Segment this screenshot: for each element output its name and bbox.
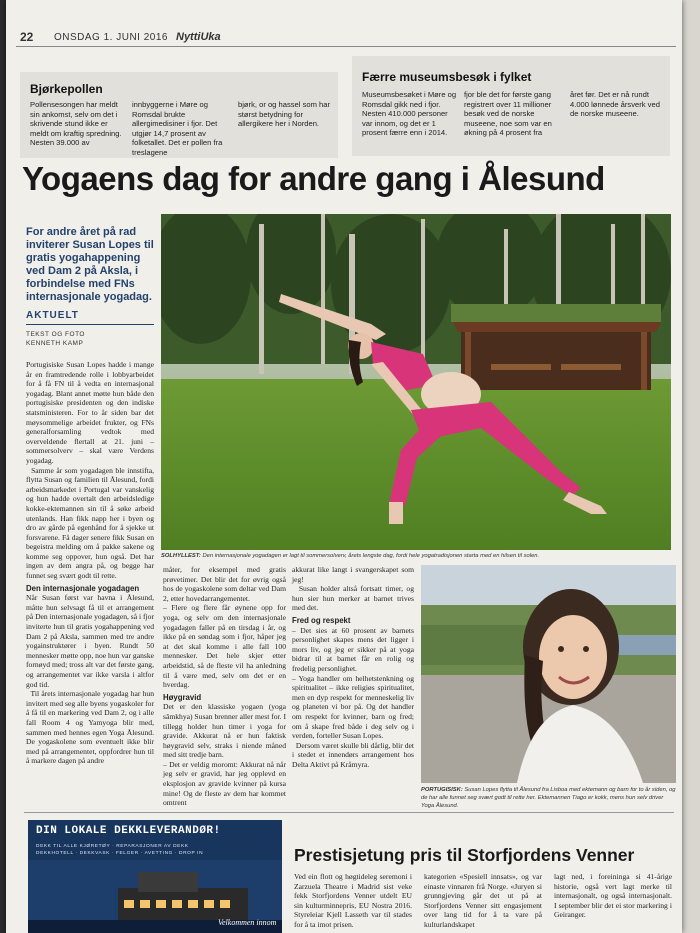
article2-column-2: kategorien «Spesiell innsats», og var einaste vinnaren frå Norge. «Juryen si grunngjeving går det ut på at Storfjordens Venner sitt engasjement over lang tid for å ta vare på kulturlandskapet <box>424 872 542 929</box>
body-paragraph: Det er den klassiske yogaen (yoga sâmkhya) Susan brenner aller mest for. I tillegg holder hun timer i yoga for gravide. Akkurat nå er hun faktisk høygravid selv, straks i niende måned med sitt tredje barn. <box>163 702 286 760</box>
news-brief-pollen <box>20 72 338 158</box>
newspaper-page <box>6 0 682 933</box>
body-paragraph: – Yoga handler om helhetstenkning og spiritualitet – ikke religiøs spiritualitet, men en dyp respekt for menneskelig liv og planeten vi bor på. Og det handler om respekt for kvinner, barn og fred; om å skape fred både i deg selv og i verden, forteller Susan Lopes. <box>292 673 414 741</box>
article2-column-3: lagt ned, i foreininga si 41-årige historie, også vert lagt merke til internasjonalt, og også internasjonalt. I september blir det ei stor markering i Geiranger. <box>554 872 672 920</box>
section-divider <box>24 812 674 813</box>
article-column-1 <box>26 360 154 766</box>
article-lead: For andre året på rad inviterer Susan Lopes til gratis yogahappening ved Dam 2 på Aksla, i forbindelse med FNs internasjonale yogadag. <box>26 226 154 303</box>
body-paragraph: Når Susan først var havna i Ålesund, måtte hun selvsagt få til et arrangement på Den internasjonale yogadagen, så i fjor inviterte hun til gratis yogahappening ved Dam 2 på Aksla, sammen med tre andre yogainstruktører i byen. Rundt 50 mennesker møtte opp, noe hun var ganske fornøyd med; tross alt var det første gang, og arrangementet var ikke varsla i altfor god tid. <box>26 593 155 689</box>
advertisement <box>28 820 282 933</box>
subheading: Høygravid <box>163 692 202 702</box>
article-column-3 <box>292 565 414 769</box>
page-header <box>16 30 676 44</box>
byline <box>26 330 85 348</box>
ad-services-line-1: DEKK TIL ALLE KJØRETØY · REPARASJONER AV DEKK <box>36 844 189 849</box>
brief-text-col2: fjor ble det for første gang registrert over 11 millioner besøk ved de norske museene, noe som var en økning på 4 prosent fra <box>464 90 552 137</box>
publication-name: NyttiUka <box>176 31 221 43</box>
article2-column-1: Ved ein flott og høgtideleg seremoni i Zarzuela Theatre i Madrid sist veke fekk Storfjordens Venner utdelt EU sin kulturminnepris, EU Nostra 2016. Styreleiar Kjell Lasseth var til stades for å ta imot prisen. <box>294 872 412 929</box>
body-paragraph: Dersom været skulle bli dårlig, blir det i stedet et innendørs arrangement hos Delta Aktivt på Kråmyra. <box>292 740 414 769</box>
caption-label: PORTUGISISK: <box>421 787 463 793</box>
brief-text-col1: Pollensesongen har meldt sin ankomst, selv om det i skrivende stund ikke er meldt om kraftig spredning. Nesten 39.000 av <box>30 100 122 147</box>
body-paragraph: måter, for eksempel med gratis prøvetimer. Det blir det for øvrig også hos de yogaskolene som deltar ved Dam 2, etter hovedarrangementet. <box>163 565 286 603</box>
ad-title: DIN LOKALE DEKKLEVERANDØR! <box>36 825 221 837</box>
body-paragraph: akkurat like langt i svangerskapet som jeg! <box>292 565 414 584</box>
body-paragraph: Susan holder altså fortsatt timer, og hun sier hun merker at barnet trives med det. <box>292 584 414 613</box>
ad-sign: Velkommen innom <box>218 918 277 927</box>
brief-text-col3: året før. Det er nå rundt 4.000 lønnede årsverk ved de norske museene. <box>570 90 660 118</box>
brief-title: Færre museumsbesøk i fylket <box>362 70 532 84</box>
article-headline: Yogaens dag for andre gang i Ålesund <box>22 160 605 197</box>
caption-text: Den internasjonale yogadagen er lagt til sommersolverv, årets lengste dag, fordi hele yogatradisjonen starta med en hilsen til solen. <box>202 553 540 559</box>
article-column-2 <box>163 565 286 808</box>
ad-services-line-2: DEKKHOTELL · DEKKVASK · FELGER · AVETTING · DROP IN <box>36 851 204 856</box>
yoga-photo <box>161 214 671 550</box>
body-paragraph: Portugisiske Susan Lopes hadde i mange år en framtredende rolle i lobbyarbeidet for å få FN til å vedta en internasjonal yogadag. Blant annet møtte hun både den portugisiske presidenten og den indiske statsministeren. For to år siden bar det møysommelige arbeidet frukter, og FNs generalforsamling vedtok med overveldende flertall at 21. juni – sommersolverv – skal være Verdens yogadag. <box>26 360 154 465</box>
subheading: Fred og respekt <box>292 615 351 625</box>
body-paragraph: – Flere og flere får øynene opp for yoga, og selv om den internasjonale yogadagen faller på en tirsdag i år, og ikke på en søndag som i fjor, håper jeg at det skal komme i alle fall 100 mennesker. Det hele skjer etter arbeidstid, så de fleste vil ha anledning til å være med, selv om det er en hverdag. <box>163 603 286 690</box>
adjacent-page-edge <box>682 0 700 933</box>
byline-credit: TEKST OG FOTO <box>26 331 85 338</box>
issue-date: ONSDAG 1. JUNI 2016 <box>54 32 168 43</box>
article2-headline: Prestisjetung pris til Storfjordens Venner <box>294 845 635 865</box>
portrait-photo <box>421 565 676 783</box>
photo-caption <box>161 552 671 560</box>
page-number: 22 <box>20 30 34 44</box>
caption-label: SOLHYLLEST: <box>161 553 201 559</box>
section-label: AKTUELT <box>26 310 79 321</box>
portrait-caption <box>421 786 676 810</box>
brief-text-col2: innbyggerne i Møre og Romsdal brukte allergimedisiner i fjor. Det utgjør 14,7 prosent av folketallet. Det er pollen fra treslagene <box>132 100 223 157</box>
brief-text-col1: Museumsbesøket i Møre og Romsdal gikk ned i fjor. Nesten 410.000 personer var innom, og det er 1 prosent færre enn i 2014. <box>362 90 457 137</box>
body-paragraph: Til årets internasjonale yogadag har hun invitert med seg alle byens yogaskoler for å få til en markering ved Dam 2, og i alle fall Room 4 og Yamyoga blir med, sammen med hennes egen Yoga Ålesund. De yogaskolene som eventuelt ikke blir med på arrangementet, oppfordrer hun til å markere dagen på andre <box>26 689 155 766</box>
body-paragraph: Samme år som yogadagen ble innstifta, flytta Susan og familien til Ålesund, fordi arbeidsmarkedet i Portugal var vanskelig og hun hadde overtalt den arbeidsledige kokke-ektemannen sin til å søke arbeid utenlands. Han fikk napp her i byen og dro av gårde på egenhånd for å sjekke ut forsvarene. Få dager senere fikk Susan en begeistra melding om å pakke sakene og komme seg oppover, hun også. Det har ingen av dem angra på, og begge har funnet seg svært godt til rette. <box>26 465 154 581</box>
subheading: Den internasjonale yogadagen <box>26 583 140 593</box>
header-rule <box>16 46 676 47</box>
brief-text-col3: bjørk, or og hassel som har størst betydning for allergikere her i Norden. <box>238 100 331 128</box>
brief-title: Bjørkepollen <box>30 82 103 96</box>
body-paragraph: – Det er veldig moromt: Akkurat nå når jeg selv er gravid, har jeg opplevd en eksplosjon av gravide kvinner på kursa mine! Og de fleste av dem har kommet omtrent <box>163 759 286 808</box>
caption-text: Susan Lopes flytta til Ålesund fra Lisboa med ektemann og barn for to år siden, og de har alle funnet seg svært godt til rette her. Ektemannen Tiago er kokk, mens hun selv driver Yoga Ålesund. <box>421 787 676 809</box>
section-rule <box>26 324 154 325</box>
news-brief-museum <box>352 56 670 156</box>
byline-author: KENNETH KAMP <box>26 340 84 347</box>
body-paragraph: – Det sies at 60 prosent av barnets personlighet skapes mens det ligger i mors liv, og jeg er sikker på at yoga bidrar til at barnet får en rolig og fredelig personlighet. <box>292 625 414 673</box>
